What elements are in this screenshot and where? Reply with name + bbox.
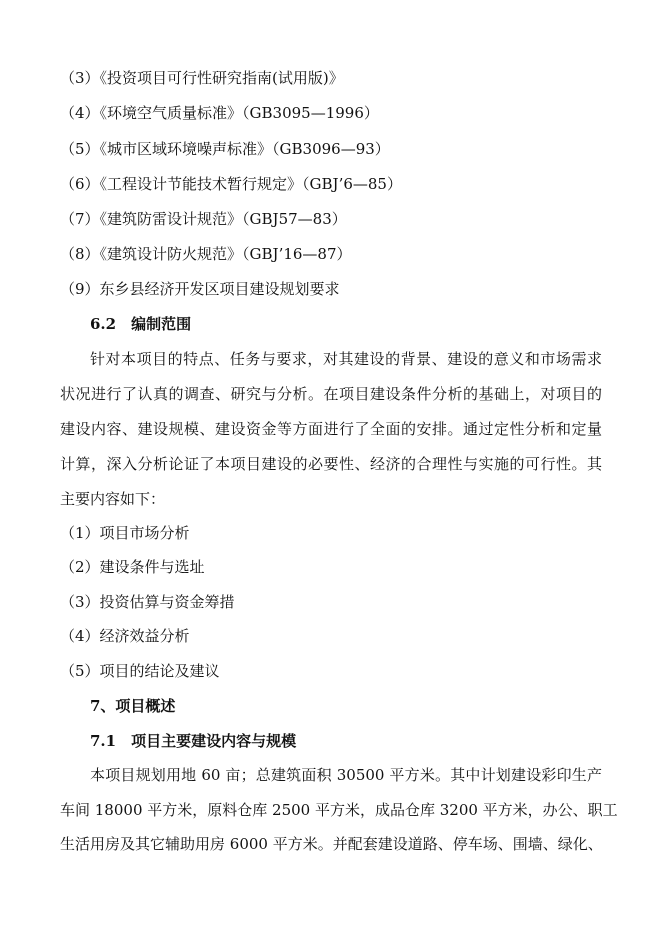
list-item: （3）投资估算与资金筹措	[60, 593, 235, 611]
reference-item-4: （4）《环境空气质量标准》（GB3095—1996）	[60, 104, 379, 122]
reference-item-3: （3）《投资项目可行性研究指南(试用版)》	[60, 69, 344, 87]
reference-item-7: （7）《建筑防雷设计规范》（GBJ57—83）	[60, 210, 347, 228]
paragraph-line: 针对本项目的特点、任务与要求，对其建设的背景、建设的意义和市场需求	[90, 350, 602, 368]
reference-item-6: （6）《工程设计节能技术暂行规定》（GBJ’6—85）	[60, 175, 402, 193]
reference-item-9: （9）东乡县经济开发区项目建设规划要求	[60, 280, 340, 298]
section-heading-7-1: 7.1 项目主要建设内容与规模	[90, 732, 297, 750]
reference-item-5: （5）《城市区域环境噪声标准》（GB3096—93）	[60, 140, 390, 158]
paragraph-line: 车间 18000 平方米，原料仓库 2500 平方米，成品仓库 3200 平方米，办公、职工	[60, 801, 618, 819]
paragraph-line: 状况进行了认真的调查、研究与分析。在项目建设条件分析的基础上，对项目的	[60, 385, 602, 403]
paragraph-line: 建设内容、建设规模、建设资金等方面进行了全面的安排。通过定性分析和定量	[60, 420, 602, 438]
list-item: （4）经济效益分析	[60, 627, 190, 645]
paragraph-line: 主要内容如下：	[60, 490, 166, 508]
reference-item-8: （8）《建筑设计防火规范》（GBJ’16—87）	[60, 245, 352, 263]
section-heading-7: 7、项目概述	[90, 697, 176, 715]
list-item: （1）项目市场分析	[60, 524, 190, 542]
paragraph-line: 计算，深入分析论证了本项目建设的必要性、经济的合理性与实施的可行性。其	[60, 455, 602, 473]
section-heading-6-2: 6.2 编制范围	[90, 315, 192, 333]
list-item: （2）建设条件与选址	[60, 558, 205, 576]
list-item: （5）项目的结论及建议	[60, 662, 220, 680]
paragraph-line: 生活用房及其它辅助用房 6000 平方米。并配套建设道路、停车场、围墙、绿化、	[60, 835, 603, 853]
paragraph-line: 本项目规划用地 60 亩；总建筑面积 30500 平方米。其中计划建设彩印生产	[90, 766, 602, 784]
